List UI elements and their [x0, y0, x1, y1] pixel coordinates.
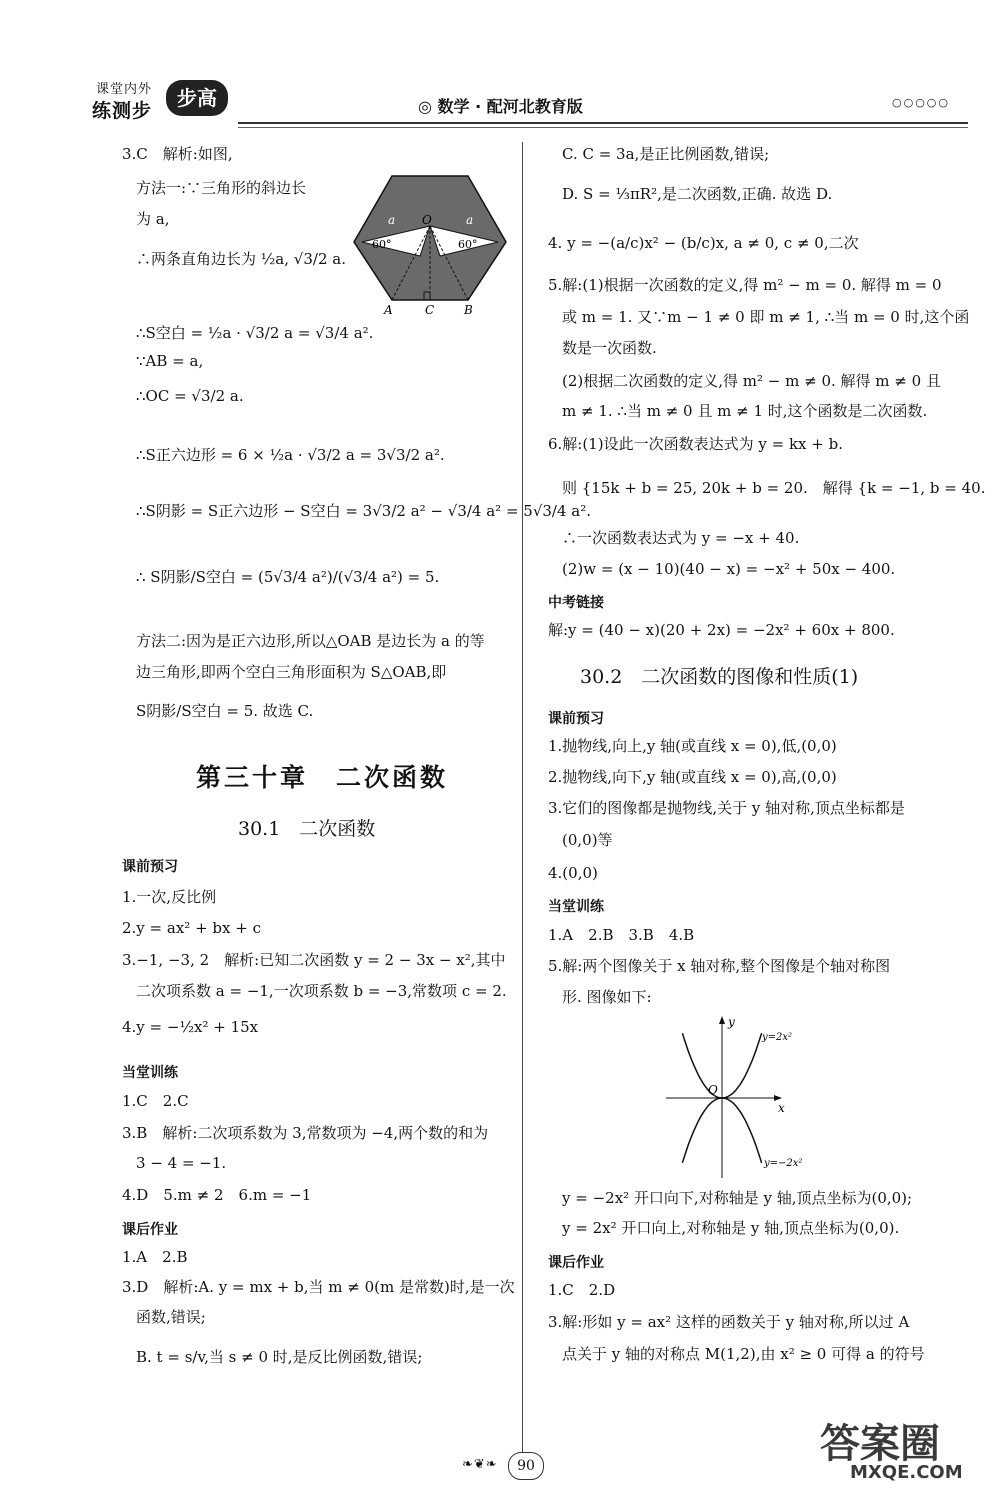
answer-line: 形. 图像如下:: [562, 988, 652, 1006]
point-label-b: B: [464, 303, 473, 316]
header-rule-thin: [238, 127, 968, 128]
brand-name: 练测步: [92, 100, 153, 122]
answer-line: B. t = s/v,当 s ≠ 0 时,是反比例函数,错误;: [136, 1348, 423, 1366]
answer-line: 方法一:∵三角形的斜边长: [136, 179, 307, 197]
answer-line: 5.解:两个图像关于 x 轴对称,整个图像是个轴对称图: [548, 957, 891, 975]
answer-line: 方法二:因为是正六边形,所以△OAB 是边长为 a 的等: [136, 632, 485, 650]
answer-line: y = 2x² 开口向上,对称轴是 y 轴,顶点坐标为(0,0).: [562, 1219, 900, 1237]
answer-line: 数是一次函数.: [562, 339, 657, 357]
side-label-left: a: [388, 213, 396, 227]
header-title: ◎ 数学 · 配河北教育版: [418, 97, 583, 116]
origin-label: O: [708, 1083, 718, 1097]
section-heading-homework: 课后作业: [122, 1222, 178, 1238]
answer-line: D. S = ⅓πR²,是二次函数,正确. 故选 D.: [562, 185, 833, 203]
answer-line: 3.B 解析:二次项系数为 3,常数项为 −4,两个数的和为: [122, 1124, 489, 1142]
y-axis-arrow: [719, 1016, 725, 1024]
answer-line: 3.−1, −3, 2 解析:已知二次函数 y = 2 − 3x − x²,其中: [122, 951, 506, 969]
answer-line: C. C = 3a,是正比例函数,错误;: [562, 145, 770, 163]
section-heading-zhongkao: 中考链接: [548, 595, 604, 611]
point-label-c: C: [425, 303, 435, 316]
answer-line: ∵AB = a,: [136, 352, 204, 370]
answer-line: ∴S正六边形 = 6 × ½a · √3/2 a = 3√3/2 a².: [136, 446, 445, 464]
point-label-a: A: [384, 303, 393, 316]
answer-line: 3.C 解析:如图,: [122, 145, 233, 163]
answer-line: (0,0)等: [562, 831, 613, 849]
side-label-right: a: [466, 213, 474, 227]
x-axis-label: x: [778, 1101, 785, 1115]
answer-line: 3 − 4 = −1.: [136, 1154, 227, 1172]
answer-line: 函数,错误;: [136, 1308, 206, 1326]
column-divider: [522, 142, 523, 1452]
answer-line: 1.C 2.D: [548, 1281, 616, 1299]
parabola-graph: [660, 1010, 820, 1180]
answer-line: 6.解:(1)设此一次函数表达式为 y = kx + b.: [548, 435, 843, 453]
answer-line: 2.y = ax² + bx + c: [122, 919, 261, 937]
answer-line: 4.y = −½x² + 15x: [122, 1018, 259, 1036]
answer-line: 为 a,: [136, 210, 170, 228]
answer-line: ∴ S阴影/S空白 = (5√3/4 a²)/(√3/4 a²) = 5.: [136, 568, 440, 586]
answer-line: ∴两条直角边长为 ½a, √3/2 a.: [136, 250, 346, 268]
answer-line: 4.(0,0): [548, 864, 598, 882]
curve-label-up: y=2x²: [762, 1032, 793, 1043]
angle-label-left: 60°: [372, 238, 392, 251]
answer-line: 边三角形,即两个空白三角形面积为 S△OAB,即: [136, 663, 447, 681]
angle-label-right: 60°: [458, 238, 478, 251]
answer-line: ∴S空白 = ½a · √3/2 a = √3/4 a².: [136, 324, 374, 342]
answer-line: 1.C 2.C: [122, 1092, 189, 1110]
curve-label-down: y=−2x²: [764, 1158, 803, 1169]
answer-line: m ≠ 1. ∴当 m ≠ 0 且 m ≠ 1 时,这个函数是二次函数.: [562, 402, 928, 420]
answer-line: 1.抛物线,向上,y 轴(或直线 x = 0),低,(0,0): [548, 737, 837, 755]
answer-line: 二次项系数 a = −1,一次项系数 b = −3,常数项 c = 2.: [136, 982, 507, 1000]
answer-line: 点关于 y 轴的对称点 M(1,2),由 x² ≥ 0 可得 a 的符号: [562, 1345, 925, 1363]
answer-line: 解:y = (40 − x)(20 + 2x) = −2x² + 60x + 800.: [548, 621, 895, 639]
answer-line: ∴OC = √3/2 a.: [136, 387, 244, 405]
section-heading-class: 当堂训练: [122, 1065, 178, 1081]
watermark-site: MXQE.COM: [850, 1462, 963, 1483]
page-number: 90: [508, 1452, 544, 1480]
answer-line: 1.A 2.B: [122, 1248, 188, 1266]
section-title-30-1: 30.1 二次函数: [238, 818, 376, 840]
answer-line: 1.一次,反比例: [122, 888, 217, 906]
point-label-o: O: [422, 213, 432, 227]
answer-line: ∴一次函数表达式为 y = −x + 40.: [562, 529, 800, 547]
section-heading-class: 当堂训练: [548, 899, 604, 915]
answer-line: ∴S阴影 = S正六边形 − S空白 = 3√3/2 a² − √3/4 a² = 5√3/4 a².: [136, 502, 592, 520]
answer-line: y = −2x² 开口向下,对称轴是 y 轴,顶点坐标为(0,0);: [562, 1189, 913, 1207]
brand-subtitle: 课堂内外: [96, 82, 153, 97]
hexagon-figure: [350, 172, 510, 316]
watermark-logo: 答案圈: [820, 1421, 940, 1467]
answer-line: 2.抛物线,向下,y 轴(或直线 x = 0),高,(0,0): [548, 768, 837, 786]
answer-line: 5.解:(1)根据一次函数的定义,得 m² − m = 0. 解得 m = 0: [548, 276, 942, 294]
brand-logo: 步高: [166, 80, 228, 116]
answer-line: 3.它们的图像都是抛物线,关于 y 轴对称,顶点坐标都是: [548, 799, 905, 817]
header-rule: [238, 122, 968, 124]
answer-line: 或 m = 1. 又∵m − 1 ≠ 0 即 m ≠ 1, ∴当 m = 0 时,这个函: [562, 308, 970, 326]
answer-line: 4. y = −(a/c)x² − (b/c)x, a ≠ 0, c ≠ 0,二次: [548, 234, 859, 252]
answer-line: S阴影/S空白 = 5. 故选 C.: [136, 702, 314, 720]
section-title-30-2: 30.2 二次函数的图像和性质(1): [580, 666, 859, 688]
answer-line: 3.D 解析:A. y = mx + b,当 m ≠ 0(m 是常数)时,是一次: [122, 1278, 515, 1296]
answer-line: 3.解:形如 y = ax² 这样的函数关于 y 轴对称,所以过 A: [548, 1313, 910, 1331]
answer-line: 1.A 2.B 3.B 4.B: [548, 926, 695, 944]
chapter-title: 第三十章 二次函数: [196, 763, 449, 792]
footer-ornament: ❧❦❧: [462, 1457, 498, 1472]
answer-line: 4.D 5.m ≠ 2 6.m = −1: [122, 1186, 312, 1204]
answer-line: (2)w = (x − 10)(40 − x) = −x² + 50x − 400.: [562, 560, 896, 578]
answer-line: 则 {15k + b = 25, 20k + b = 20. 解得 {k = −1, b = 40.: [562, 479, 986, 497]
answer-line: (2)根据二次函数的定义,得 m² − m ≠ 0. 解得 m ≠ 0 且: [562, 372, 941, 390]
y-axis-label: y: [728, 1015, 735, 1029]
section-heading-homework: 课后作业: [548, 1255, 604, 1271]
section-heading-preview: 课前预习: [122, 859, 178, 875]
page-header: [88, 72, 968, 132]
section-heading-preview: 课前预习: [548, 711, 604, 727]
header-dots-ornament: ○○○○○: [892, 96, 950, 109]
